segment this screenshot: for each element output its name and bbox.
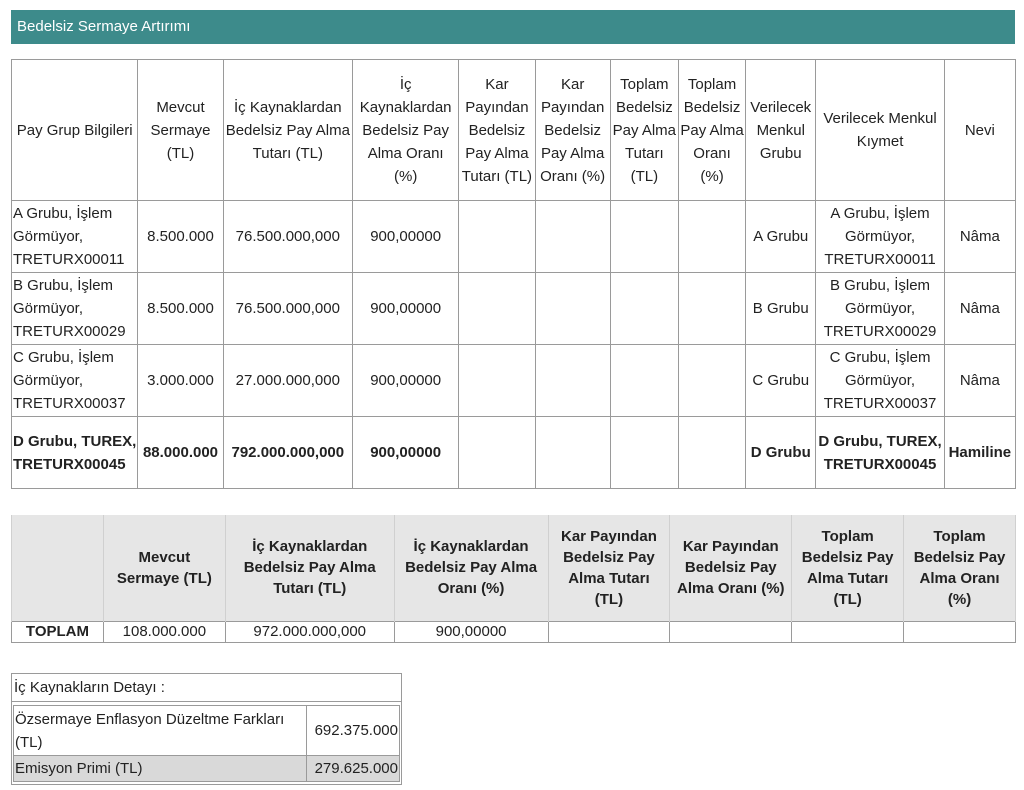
cell-kar-oran (535, 201, 610, 273)
cell-menkul-kiymet: A Grubu, İşlem Görmüyor, TRETURX00011 (816, 201, 944, 273)
cell-grup: B Grubu, İşlem Görmüyor, TRETURX00029 (12, 273, 138, 345)
cell-nevi: Hamiline (944, 417, 1015, 489)
col-header-kar-tutar: Kar Payından Bedelsiz Pay Alma Tutarı (TL) (548, 515, 670, 621)
col-header-ic-kaynak-oran: İç Kaynaklardan Bedelsiz Pay Alma Oranı (%) (394, 515, 548, 621)
toplam-toplam-tutar (792, 621, 904, 642)
cell-ic-tutar: 792.000.000,000 (223, 417, 352, 489)
cell-toplam-tutar (610, 345, 678, 417)
col-header-menkul-kiymet: Verilecek Menkul Kıymet (816, 60, 944, 201)
detail-label: Özsermaye Enflasyon Düzeltme Farkları (TL) (14, 706, 307, 756)
cell-ic-oran: 900,00000 (353, 273, 459, 345)
cell-menkul-kiymet: D Grubu, TUREX, TRETURX00045 (816, 417, 944, 489)
cell-menkul-grubu: A Grubu (746, 201, 816, 273)
toplam-kar-tutar (548, 621, 670, 642)
col-header-mevcut-sermaye: Mevcut Sermaye (TL) (103, 515, 225, 621)
table-row (12, 273, 1016, 345)
col-header-toplam-tutar: Toplam Bedelsiz Pay Alma Tutarı (TL) (610, 60, 678, 201)
cell-menkul-grubu: D Grubu (746, 417, 816, 489)
cell-toplam-tutar (610, 273, 678, 345)
cell-menkul-grubu: C Grubu (746, 345, 816, 417)
cell-ic-tutar: 76.500.000,000 (223, 201, 352, 273)
detail-row (14, 756, 400, 782)
cell-menkul-grubu: B Grubu (746, 273, 816, 345)
detail-label: Emisyon Primi (TL) (14, 756, 307, 782)
table-row (12, 417, 1016, 489)
cell-grup: C Grubu, İşlem Görmüyor, TRETURX00037 (12, 345, 138, 417)
toplam-toplam-oran (904, 621, 1016, 642)
toplam-row (12, 621, 1016, 642)
cell-ic-oran: 900,00000 (353, 201, 459, 273)
toplam-label: TOPLAM (12, 621, 104, 642)
toplam-kar-oran (670, 621, 792, 642)
col-header-kar-tutar: Kar Payından Bedelsiz Pay Alma Tutarı (TL) (459, 60, 535, 201)
cell-grup: A Grubu, İşlem Görmüyor, TRETURX00011 (12, 201, 138, 273)
cell-ic-oran: 900,00000 (353, 417, 459, 489)
cell-ic-tutar: 27.000.000,000 (223, 345, 352, 417)
col-header-empty (12, 515, 104, 621)
detail-row (14, 706, 400, 756)
cell-toplam-oran (678, 201, 745, 273)
cell-mevcut: 8.500.000 (138, 273, 223, 345)
table-row (12, 345, 1016, 417)
table-row (12, 201, 1016, 273)
col-header-kar-oran: Kar Payından Bedelsiz Pay Alma Oranı (%) (535, 60, 610, 201)
cell-toplam-tutar (610, 417, 678, 489)
cell-ic-oran: 900,00000 (353, 345, 459, 417)
cell-nevi: Nâma (944, 345, 1015, 417)
cell-mevcut: 8.500.000 (138, 201, 223, 273)
cell-toplam-oran (678, 345, 745, 417)
col-header-toplam-tutar: Toplam Bedelsiz Pay Alma Tutarı (TL) (792, 515, 904, 621)
detail-table (13, 705, 400, 782)
col-header-menkul-grubu: Verilecek Menkul Grubu (746, 60, 816, 201)
cell-menkul-kiymet: C Grubu, İşlem Görmüyor, TRETURX00037 (816, 345, 944, 417)
ic-kaynak-detay-box (11, 673, 402, 785)
cell-mevcut: 3.000.000 (138, 345, 223, 417)
col-header-mevcut-sermaye: Mevcut Sermaye (TL) (138, 60, 223, 201)
col-header-nevi: Nevi (944, 60, 1015, 201)
col-header-ic-kaynak-tutar: İç Kaynaklardan Bedelsiz Pay Alma Tutarı (TL) (223, 60, 352, 201)
cell-kar-oran (535, 345, 610, 417)
cell-nevi: Nâma (944, 273, 1015, 345)
detail-heading: İç Kaynakların Detayı : (12, 674, 401, 702)
cell-ic-tutar: 76.500.000,000 (223, 273, 352, 345)
cell-kar-tutar (459, 345, 535, 417)
cell-menkul-kiymet: B Grubu, İşlem Görmüyor, TRETURX00029 (816, 273, 944, 345)
cell-toplam-tutar (610, 201, 678, 273)
col-header-ic-kaynak-oran: İç Kaynaklardan Bedelsiz Pay Alma Oranı (%) (353, 60, 459, 201)
toplam-ic-oran: 900,00000 (394, 621, 548, 642)
pay-grup-table (11, 59, 1016, 489)
cell-kar-tutar (459, 273, 535, 345)
cell-toplam-oran (678, 273, 745, 345)
page-title: Bedelsiz Sermaye Artırımı (11, 10, 1015, 44)
cell-nevi: Nâma (944, 201, 1015, 273)
col-header-toplam-oran: Toplam Bedelsiz Pay Alma Oranı (%) (904, 515, 1016, 621)
cell-toplam-oran (678, 417, 745, 489)
cell-kar-tutar (459, 201, 535, 273)
col-header-ic-kaynak-tutar: İç Kaynaklardan Bedelsiz Pay Alma Tutarı (TL) (225, 515, 394, 621)
cell-mevcut: 88.000.000 (138, 417, 223, 489)
cell-kar-tutar (459, 417, 535, 489)
detail-value: 279.625.000 (307, 756, 400, 782)
detail-value: 692.375.000 (307, 706, 400, 756)
cell-kar-oran (535, 417, 610, 489)
cell-grup: D Grubu, TUREX, TRETURX00045 (12, 417, 138, 489)
toplam-mevcut: 108.000.000 (103, 621, 225, 642)
col-header-toplam-oran: Toplam Bedelsiz Pay Alma Oranı (%) (678, 60, 745, 201)
toplam-table (11, 515, 1016, 643)
cell-kar-oran (535, 273, 610, 345)
col-header-kar-oran: Kar Payından Bedelsiz Pay Alma Oranı (%) (670, 515, 792, 621)
toplam-ic-tutar: 972.000.000,000 (225, 621, 394, 642)
col-header-pay-grup: Pay Grup Bilgileri (12, 60, 138, 201)
